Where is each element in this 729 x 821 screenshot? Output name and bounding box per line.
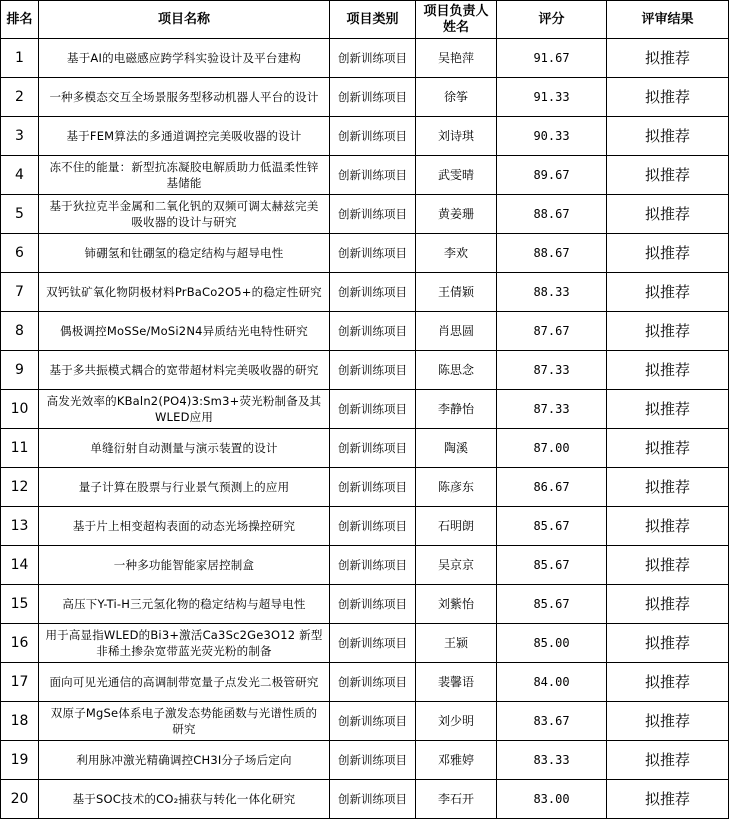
score-cell: 90.33 <box>497 117 607 156</box>
project-name-cell: 基于片上相变超构表面的动态光场操控研究 <box>39 507 330 546</box>
review-result-cell: 拟推荐 <box>607 78 729 117</box>
table-row <box>1 156 729 195</box>
score-cell: 89.67 <box>497 156 607 195</box>
project-name-cell: 冻不住的能量：新型抗冻凝胶电解质助力低温柔性锌基储能 <box>39 156 330 195</box>
project-type-cell: 创新训练项目 <box>330 351 416 390</box>
score-cell: 84.00 <box>497 663 607 702</box>
project-name-cell: 基于SOC技术的CO₂捕获与转化一体化研究 <box>39 780 330 819</box>
project-type-cell: 创新训练项目 <box>330 546 416 585</box>
project-owner-cell: 陈彦东 <box>416 468 497 507</box>
score-cell: 88.33 <box>497 273 607 312</box>
project-name-cell: 偶极调控MoSSe/MoSi2N4异质结光电特性研究 <box>39 312 330 351</box>
score-cell: 85.67 <box>497 507 607 546</box>
project-owner-cell: 徐筝 <box>416 78 497 117</box>
score-cell: 87.00 <box>497 429 607 468</box>
project-type-cell: 创新训练项目 <box>330 390 416 429</box>
project-name-cell: 双钙钛矿氧化物阴极材料PrBaCo2O5+的稳定性研究 <box>39 273 330 312</box>
project-owner-cell: 吴京京 <box>416 546 497 585</box>
table-row <box>1 273 729 312</box>
project-type-cell: 创新训练项目 <box>330 780 416 819</box>
rank-cell: 18 <box>1 702 39 741</box>
table-row <box>1 585 729 624</box>
header-review-result: 评审结果 <box>607 1 729 39</box>
review-result-cell: 拟推荐 <box>607 312 729 351</box>
review-result-cell: 拟推荐 <box>607 39 729 78</box>
project-name-cell: 量子计算在股票与行业景气预测上的应用 <box>39 468 330 507</box>
rank-cell: 9 <box>1 351 39 390</box>
review-result-cell: 拟推荐 <box>607 351 729 390</box>
score-cell: 87.33 <box>497 351 607 390</box>
table-row <box>1 624 729 663</box>
header-rank: 排名 <box>1 1 39 39</box>
table-row <box>1 546 729 585</box>
score-cell: 88.67 <box>497 195 607 234</box>
review-result-cell: 拟推荐 <box>607 663 729 702</box>
project-owner-cell: 刘少明 <box>416 702 497 741</box>
review-result-cell: 拟推荐 <box>607 780 729 819</box>
rank-cell: 15 <box>1 585 39 624</box>
table-body <box>1 39 729 819</box>
rank-cell: 3 <box>1 117 39 156</box>
score-cell: 91.67 <box>497 39 607 78</box>
project-owner-cell: 王倩颖 <box>416 273 497 312</box>
project-name-cell: 面向可见光通信的高调制带宽量子点发光二极管研究 <box>39 663 330 702</box>
table-row <box>1 780 729 819</box>
table-row <box>1 312 729 351</box>
table-row <box>1 468 729 507</box>
project-type-cell: 创新训练项目 <box>330 663 416 702</box>
review-result-cell: 拟推荐 <box>607 156 729 195</box>
project-owner-cell: 邓雅婷 <box>416 741 497 780</box>
project-type-cell: 创新训练项目 <box>330 468 416 507</box>
header-project-name: 项目名称 <box>39 1 330 39</box>
rank-cell: 19 <box>1 741 39 780</box>
score-cell: 91.33 <box>497 78 607 117</box>
header-project-owner: 项目负责人姓名 <box>416 1 497 39</box>
project-owner-cell: 黄姜珊 <box>416 195 497 234</box>
review-result-cell: 拟推荐 <box>607 234 729 273</box>
rank-cell: 8 <box>1 312 39 351</box>
score-cell: 88.67 <box>497 234 607 273</box>
project-owner-cell: 吴艳萍 <box>416 39 497 78</box>
review-result-cell: 拟推荐 <box>607 390 729 429</box>
table-row <box>1 507 729 546</box>
rank-cell: 16 <box>1 624 39 663</box>
table-row <box>1 195 729 234</box>
project-owner-cell: 李静怡 <box>416 390 497 429</box>
project-type-cell: 创新训练项目 <box>330 234 416 273</box>
rank-cell: 10 <box>1 390 39 429</box>
rank-cell: 12 <box>1 468 39 507</box>
score-cell: 86.67 <box>497 468 607 507</box>
project-owner-cell: 刘紫怡 <box>416 585 497 624</box>
project-name-cell: 基于FEM算法的多通道调控完美吸收器的设计 <box>39 117 330 156</box>
table-row <box>1 702 729 741</box>
project-type-cell: 创新训练项目 <box>330 39 416 78</box>
score-cell: 83.67 <box>497 702 607 741</box>
project-type-cell: 创新训练项目 <box>330 741 416 780</box>
project-name-cell: 基于AI的电磁感应跨学科实验设计及平台建构 <box>39 39 330 78</box>
table-row <box>1 234 729 273</box>
project-name-cell: 单缝衍射自动测量与演示装置的设计 <box>39 429 330 468</box>
score-cell: 83.33 <box>497 741 607 780</box>
rank-cell: 11 <box>1 429 39 468</box>
project-name-cell: 一种多功能智能家居控制盒 <box>39 546 330 585</box>
review-result-cell: 拟推荐 <box>607 429 729 468</box>
rank-cell: 6 <box>1 234 39 273</box>
project-owner-cell: 陶溪 <box>416 429 497 468</box>
rank-cell: 1 <box>1 39 39 78</box>
project-type-cell: 创新训练项目 <box>330 429 416 468</box>
project-owner-cell: 裴馨语 <box>416 663 497 702</box>
project-type-cell: 创新训练项目 <box>330 702 416 741</box>
project-name-cell: 双原子MgSe体系电子激发态势能函数与光谱性质的研究 <box>39 702 330 741</box>
project-name-cell: 利用脉冲激光精确调控CH3I分子场后定向 <box>39 741 330 780</box>
project-name-cell: 基于狄拉克半金属和二氧化钒的双频可调太赫兹完美吸收器的设计与研究 <box>39 195 330 234</box>
rank-cell: 2 <box>1 78 39 117</box>
table-row <box>1 429 729 468</box>
project-name-cell: 一种多模态交互全场景服务型移动机器人平台的设计 <box>39 78 330 117</box>
review-result-cell: 拟推荐 <box>607 585 729 624</box>
review-result-cell: 拟推荐 <box>607 117 729 156</box>
score-cell: 85.67 <box>497 585 607 624</box>
table-row <box>1 39 729 78</box>
header-row <box>1 1 729 39</box>
review-result-cell: 拟推荐 <box>607 702 729 741</box>
score-cell: 85.67 <box>497 546 607 585</box>
review-result-cell: 拟推荐 <box>607 546 729 585</box>
project-name-cell: 用于高显指WLED的Bi3+激活Ca3Sc2Ge3O12 新型非稀土掺杂宽带蓝光荧光粉的制备 <box>39 624 330 663</box>
table-row <box>1 351 729 390</box>
review-result-cell: 拟推荐 <box>607 507 729 546</box>
project-type-cell: 创新训练项目 <box>330 273 416 312</box>
rank-cell: 17 <box>1 663 39 702</box>
rank-cell: 14 <box>1 546 39 585</box>
rank-cell: 20 <box>1 780 39 819</box>
review-result-cell: 拟推荐 <box>607 624 729 663</box>
score-cell: 87.67 <box>497 312 607 351</box>
project-owner-cell: 武雯晴 <box>416 156 497 195</box>
project-name-cell: 铈硼氢和钍硼氢的稳定结构与超导电性 <box>39 234 330 273</box>
project-type-cell: 创新训练项目 <box>330 624 416 663</box>
table-row <box>1 663 729 702</box>
project-owner-cell: 王颍 <box>416 624 497 663</box>
table-row <box>1 78 729 117</box>
project-type-cell: 创新训练项目 <box>330 312 416 351</box>
project-owner-cell: 李石开 <box>416 780 497 819</box>
review-result-cell: 拟推荐 <box>607 273 729 312</box>
project-name-cell: 高压下Y-Ti-H三元氢化物的稳定结构与超导电性 <box>39 585 330 624</box>
project-owner-cell: 刘诗琪 <box>416 117 497 156</box>
score-cell: 83.00 <box>497 780 607 819</box>
project-name-cell: 基于多共振模式耦合的宽带超材料完美吸收器的研究 <box>39 351 330 390</box>
table-header <box>1 1 729 39</box>
project-type-cell: 创新训练项目 <box>330 156 416 195</box>
rank-cell: 7 <box>1 273 39 312</box>
project-owner-cell: 陈思念 <box>416 351 497 390</box>
table-row <box>1 390 729 429</box>
rank-cell: 13 <box>1 507 39 546</box>
project-type-cell: 创新训练项目 <box>330 585 416 624</box>
review-result-cell: 拟推荐 <box>607 741 729 780</box>
score-cell: 85.00 <box>497 624 607 663</box>
header-score: 评分 <box>497 1 607 39</box>
table-row <box>1 117 729 156</box>
project-name-cell: 高发光效率的KBaln2(PO4)3:Sm3+荧光粉制备及其WLED应用 <box>39 390 330 429</box>
project-type-cell: 创新训练项目 <box>330 507 416 546</box>
score-cell: 87.33 <box>497 390 607 429</box>
rank-cell: 4 <box>1 156 39 195</box>
header-project-type: 项目类别 <box>330 1 416 39</box>
rank-cell: 5 <box>1 195 39 234</box>
project-owner-cell: 李欢 <box>416 234 497 273</box>
project-type-cell: 创新训练项目 <box>330 195 416 234</box>
project-type-cell: 创新训练项目 <box>330 78 416 117</box>
review-result-cell: 拟推荐 <box>607 468 729 507</box>
project-owner-cell: 石明朗 <box>416 507 497 546</box>
review-result-cell: 拟推荐 <box>607 195 729 234</box>
project-type-cell: 创新训练项目 <box>330 117 416 156</box>
project-owner-cell: 肖思圆 <box>416 312 497 351</box>
table-row <box>1 741 729 780</box>
